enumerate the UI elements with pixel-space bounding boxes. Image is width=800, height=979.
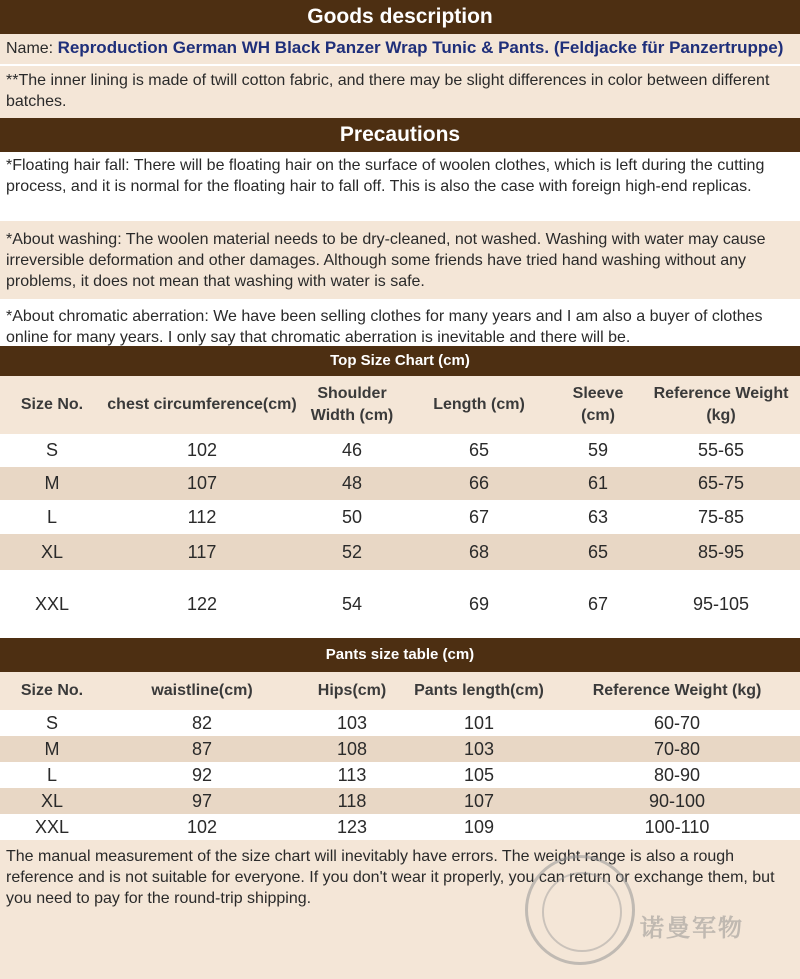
top-length: 65 xyxy=(468,440,490,460)
product-name-label: Name: xyxy=(6,40,58,57)
top-chart-header xyxy=(0,376,800,434)
pants-weight: 80-90 xyxy=(653,764,701,785)
top-chart-row xyxy=(0,500,800,534)
pants-waist: 87 xyxy=(191,738,213,759)
top-size: XXL xyxy=(34,593,70,614)
pants-length: 107 xyxy=(463,790,495,811)
top-weight: 75-85 xyxy=(697,506,745,527)
pants-length: 105 xyxy=(463,764,495,785)
product-name xyxy=(0,34,800,59)
pants-size: M xyxy=(44,738,60,759)
top-shoulder: 52 xyxy=(341,541,363,562)
top-size: M xyxy=(44,473,60,493)
goods-description-title: Goods description xyxy=(0,0,800,34)
precaution-floating-hair: *Floating hair fall: There will be floating hair on the surface of woolen clothes, which is left during the cutting process, and it is normal for the floating hair to fall off. This is also the case with foreign high-end replicas. xyxy=(0,152,800,221)
pants-header-size: Size No. xyxy=(20,682,84,699)
top-shoulder: 50 xyxy=(341,506,363,527)
pants-size: L xyxy=(46,764,57,785)
pants-waist: 92 xyxy=(191,764,213,785)
top-weight: 55-65 xyxy=(697,440,745,460)
top-chest: 122 xyxy=(186,593,218,614)
top-chest: 102 xyxy=(186,440,218,460)
top-sleeve: 67 xyxy=(587,593,609,614)
pants-hips: 108 xyxy=(336,738,368,759)
top-length: 68 xyxy=(468,541,490,562)
top-header-sleeve: Sleeve (cm) xyxy=(572,385,624,424)
top-chart-row xyxy=(0,534,800,570)
pants-size: XXL xyxy=(34,816,70,837)
top-size-chart-title: Top Size Chart (cm) xyxy=(0,346,800,376)
pants-weight: 60-70 xyxy=(653,712,701,733)
pants-size: S xyxy=(45,712,58,733)
top-size: S xyxy=(45,440,58,460)
top-header-size: Size No. xyxy=(20,396,84,413)
pants-hips: 123 xyxy=(336,816,368,837)
precaution-washing: *About washing: The woolen material needs to be dry-cleaned, not washed. Washing with water may cause irreversible deformation and other damages. Although some friends have tried hand washing without any problems, it does not mean that washing with water is safe. xyxy=(6,231,766,290)
pants-header-weight: Reference Weight (kg) xyxy=(592,682,762,699)
pants-waist: 82 xyxy=(191,712,213,733)
precaution-chromatic-aberration: *About chromatic aberration: We have been selling clothes for many years and I am also a buyer of clothes online for many years. I only say that chromatic aberration is inevitable and there will be. xyxy=(0,299,800,346)
top-header-chest: chest circumference(cm) xyxy=(107,396,297,413)
product-name-value: Reproduction German WH Black Panzer Wrap Tunic & Pants. (Feldjacke für Panzertruppe) xyxy=(57,38,784,57)
top-weight: 95-105 xyxy=(692,593,750,614)
top-shoulder: 54 xyxy=(341,593,363,614)
top-header-length: Length (cm) xyxy=(433,396,525,413)
top-shoulder: 46 xyxy=(341,440,363,460)
top-length: 66 xyxy=(468,473,490,493)
pants-header-hips: Hips(cm) xyxy=(317,682,387,699)
top-size: XL xyxy=(40,541,64,562)
pants-hips: 113 xyxy=(337,764,367,785)
pants-hips: 118 xyxy=(337,790,367,811)
top-chart-row xyxy=(0,467,800,500)
top-chest: 107 xyxy=(186,473,218,493)
pants-waist: 97 xyxy=(191,790,213,811)
top-sleeve: 61 xyxy=(587,473,609,493)
top-weight: 65-75 xyxy=(697,473,745,493)
top-chest: 117 xyxy=(187,541,217,562)
pants-chart-row xyxy=(0,814,800,840)
top-weight: 85-95 xyxy=(697,541,745,562)
top-length: 69 xyxy=(468,593,490,614)
pants-header-waist: waistline(cm) xyxy=(151,682,253,699)
pants-weight: 100-110 xyxy=(644,816,710,837)
pants-size-table-title: Pants size table (cm) xyxy=(0,638,800,672)
pants-weight: 90-100 xyxy=(648,790,706,811)
lining-note: **The inner lining is made of twill cotton fabric, and there may be slight differences in color between different batches. xyxy=(6,72,770,110)
pants-hips: 103 xyxy=(336,712,368,733)
top-sleeve: 65 xyxy=(587,541,609,562)
pants-weight: 70-80 xyxy=(653,738,701,759)
top-shoulder: 48 xyxy=(341,473,363,493)
pants-header-length: Pants length(cm) xyxy=(414,682,544,699)
top-sleeve: 63 xyxy=(587,506,609,527)
watermark-text: 诺曼军物 xyxy=(640,915,744,942)
pants-length: 101 xyxy=(463,712,495,733)
top-chest: 112 xyxy=(187,506,217,527)
measurement-disclaimer: The manual measurement of the size chart will inevitably have errors. The weight range is also a rough reference and is not suitable for everyone. If you don't wear it properly, you can return or exchange them, but you need to pay for the round-trip shipping. xyxy=(6,848,775,907)
pants-length: 109 xyxy=(463,816,495,837)
pants-chart-header xyxy=(0,672,800,710)
pants-size: XL xyxy=(40,790,64,811)
watermark-seal-icon xyxy=(525,855,635,965)
pants-chart-row xyxy=(0,710,800,736)
top-length: 67 xyxy=(468,506,490,527)
top-header-shoulder: Shoulder Width (cm) xyxy=(310,385,394,424)
pants-waist: 102 xyxy=(186,816,218,837)
top-chart-row xyxy=(0,570,800,638)
pants-length: 103 xyxy=(463,738,495,759)
top-size: L xyxy=(46,506,57,527)
top-chart-row xyxy=(0,434,800,467)
pants-chart-row xyxy=(0,788,800,814)
top-sleeve: 59 xyxy=(587,440,609,460)
pants-chart-row xyxy=(0,762,800,788)
top-header-weight: Reference Weight (kg) xyxy=(653,385,789,424)
precautions-title: Precautions xyxy=(0,118,800,152)
pants-chart-row xyxy=(0,736,800,762)
